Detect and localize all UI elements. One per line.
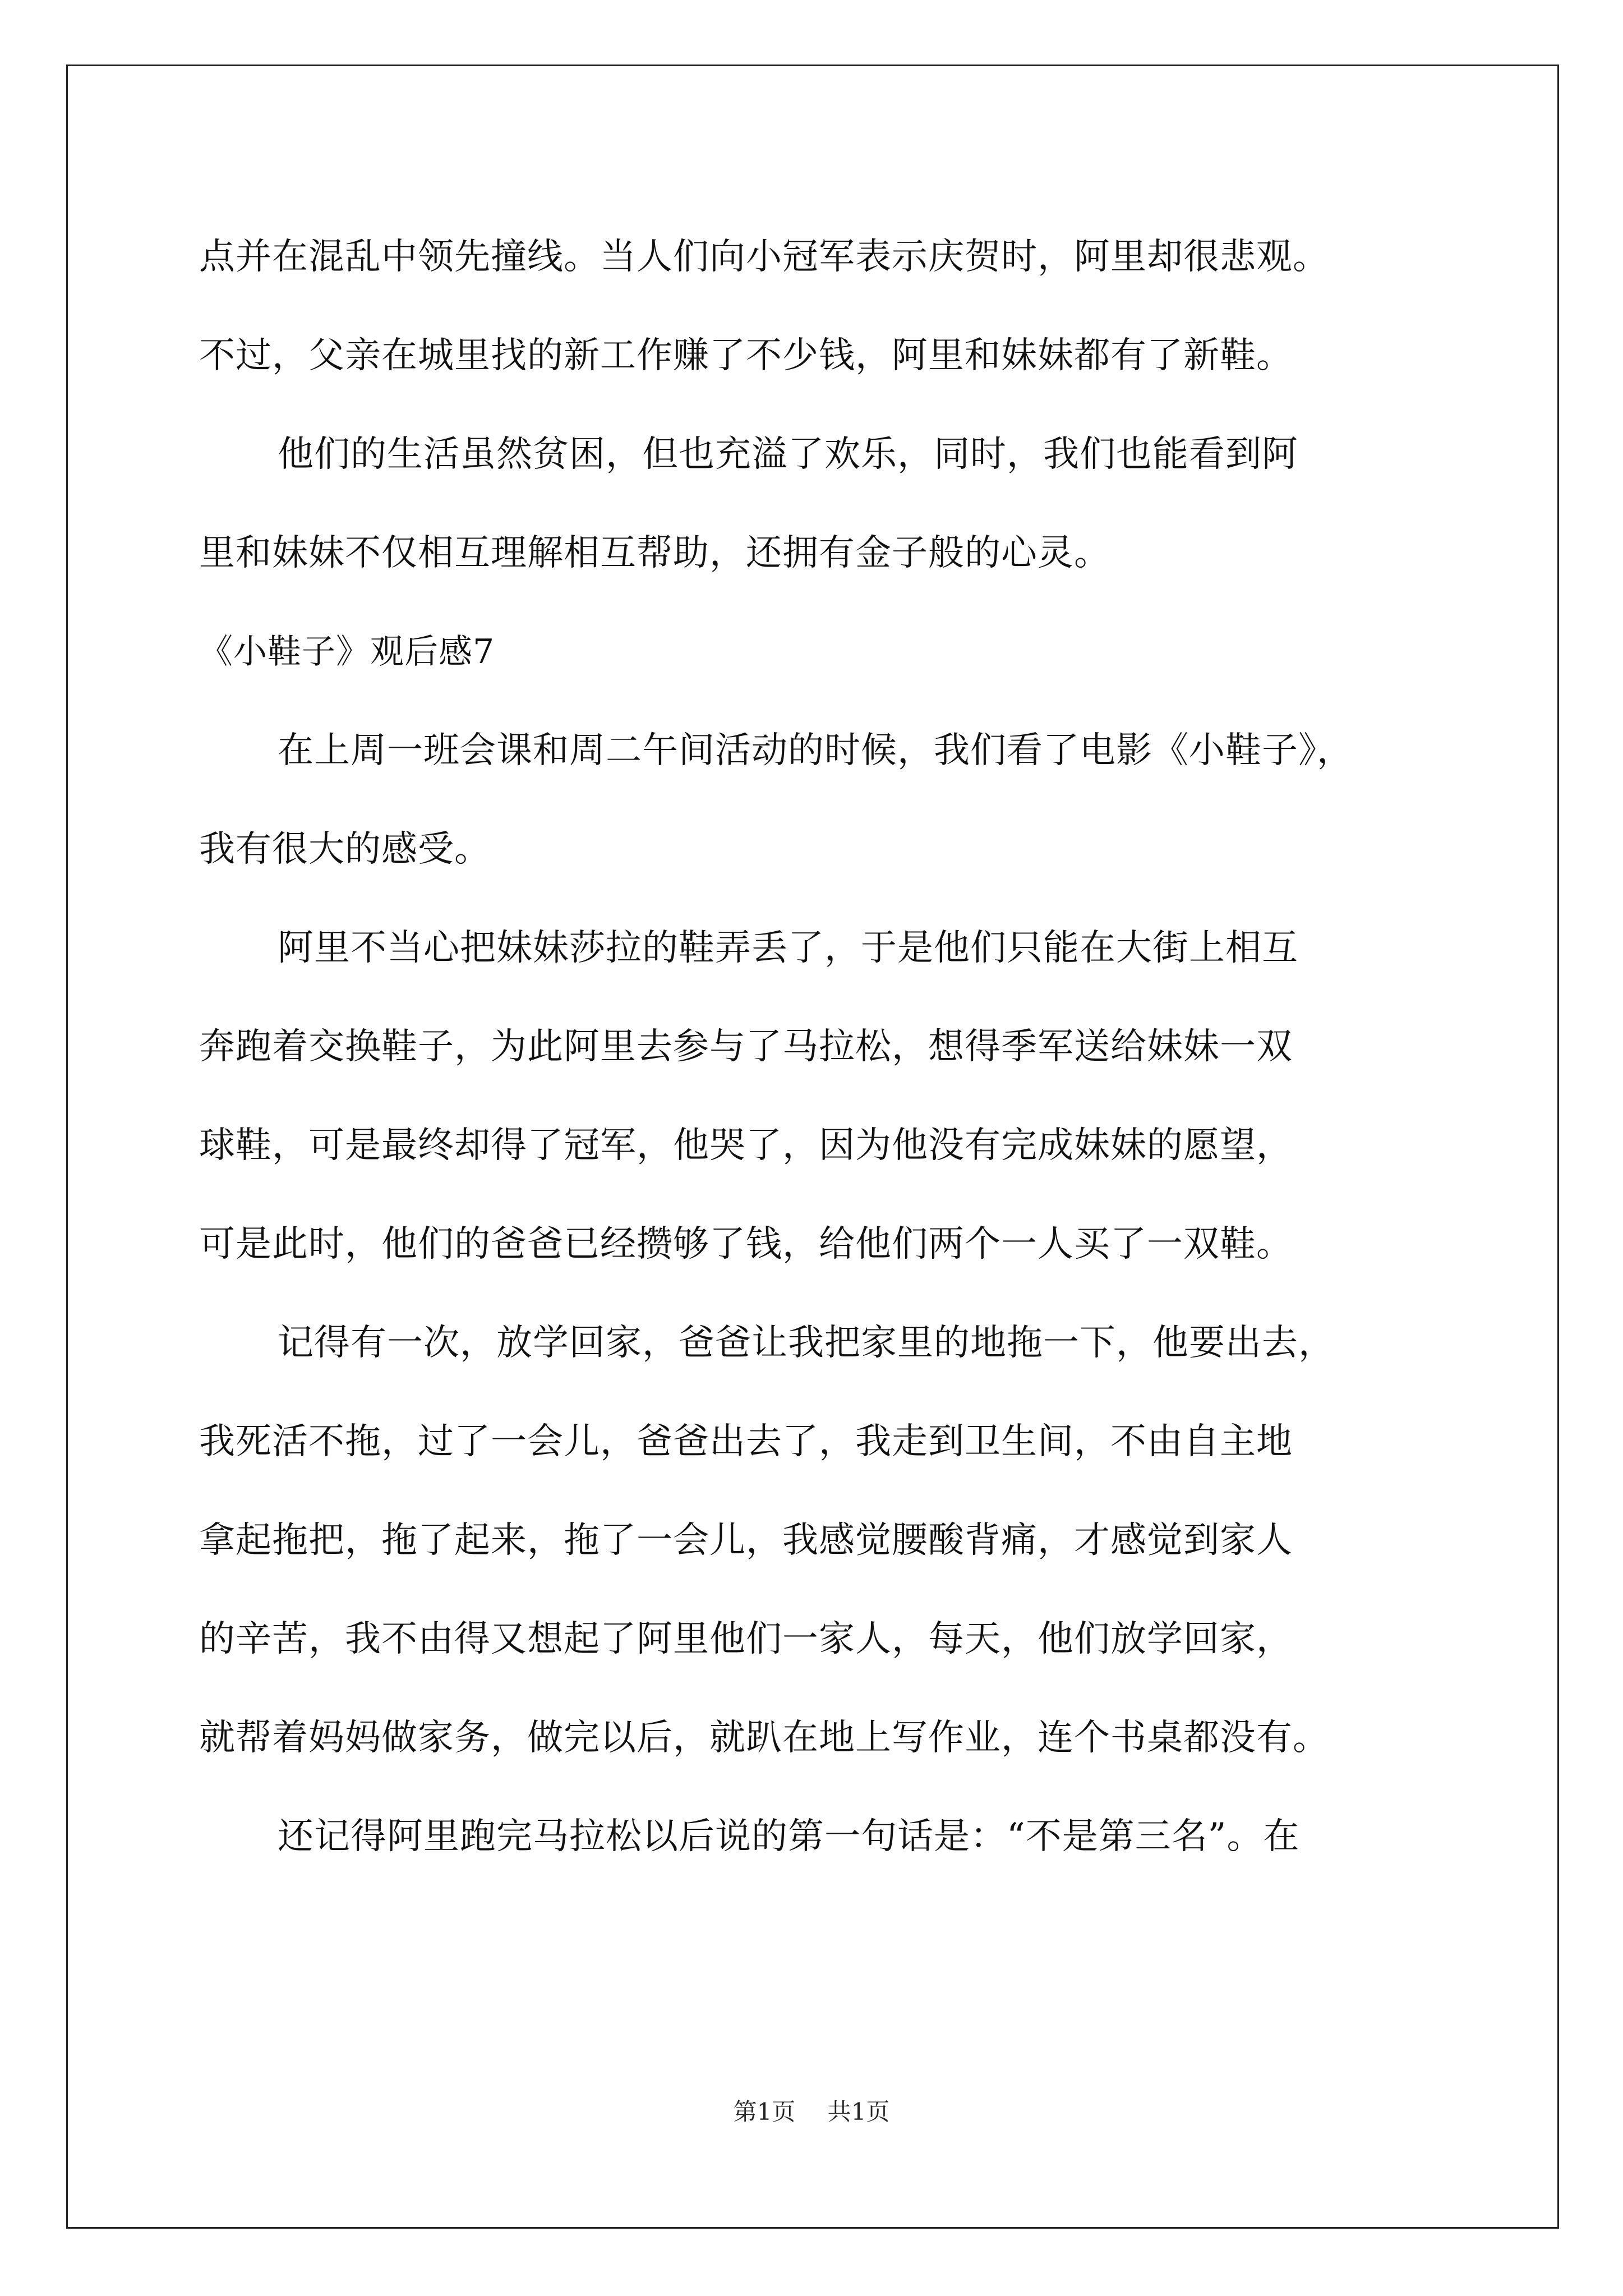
text-line: 球鞋，可是最终却得了冠军，他哭了，因为他没有完成妹妹的愿望， [199, 1125, 1293, 1166]
text-line: 不过，父亲在城里找的新工作赚了不少钱，阿里和妹妹都有了新鞋。 [199, 335, 1293, 376]
text-line: 还记得阿里跑完马拉松以后说的第一句话是：“不是第三名”。在 [278, 1816, 1300, 1857]
text-line: 可是此时，他们的爸爸已经攒够了钱，给他们两个一人买了一双鞋。 [199, 1223, 1293, 1265]
text-line: 记得有一次，放学回家，爸爸让我把家里的地拖一下，他要出去， [278, 1322, 1335, 1364]
page-footer [0, 2095, 1623, 2129]
text-line: 阿里不当心把妹妹莎拉的鞋弄丢了，于是他们只能在大街上相互 [278, 927, 1298, 969]
text-line: 就帮着妈妈做家务，做完以后，就趴在地上写作业，连个书桌都没有。 [199, 1717, 1329, 1759]
text-line: 在上周一班会课和周二午间活动的时候，我们看了电影《小鞋子》， [278, 730, 1353, 771]
page-total: 共1页 [827, 2098, 890, 2125]
text-line: 拿起拖把，拖了起来，拖了一会儿，我感觉腰酸背痛，才感觉到家人 [199, 1520, 1293, 1561]
text-line: 里和妹妹不仅相互理解相互帮助，还拥有金子般的心灵。 [199, 532, 1110, 574]
document-body [199, 208, 1455, 1886]
section-heading: 《小鞋子》观后感7 [199, 632, 495, 671]
text-line: 我有很大的感受。 [199, 829, 491, 870]
text-line: 的辛苦，我不由得又想起了阿里他们一家人，每天，他们放学回家， [199, 1618, 1293, 1660]
text-line: 他们的生活虽然贫困，但也充溢了欢乐，同时，我们也能看到阿 [278, 434, 1298, 475]
text-line: 奔跑着交换鞋子，为此阿里去参与了马拉松，想得季军送给妹妹一双 [199, 1026, 1293, 1068]
text-line: 我死活不拖，过了一会儿，爸爸出去了，我走到卫生间，不由自主地 [199, 1421, 1293, 1462]
page-number: 第1页 [733, 2098, 796, 2125]
text-line: 点并在混乱中领先撞线。当人们向小冠军表示庆贺时，阿里却很悲观。 [199, 236, 1329, 278]
